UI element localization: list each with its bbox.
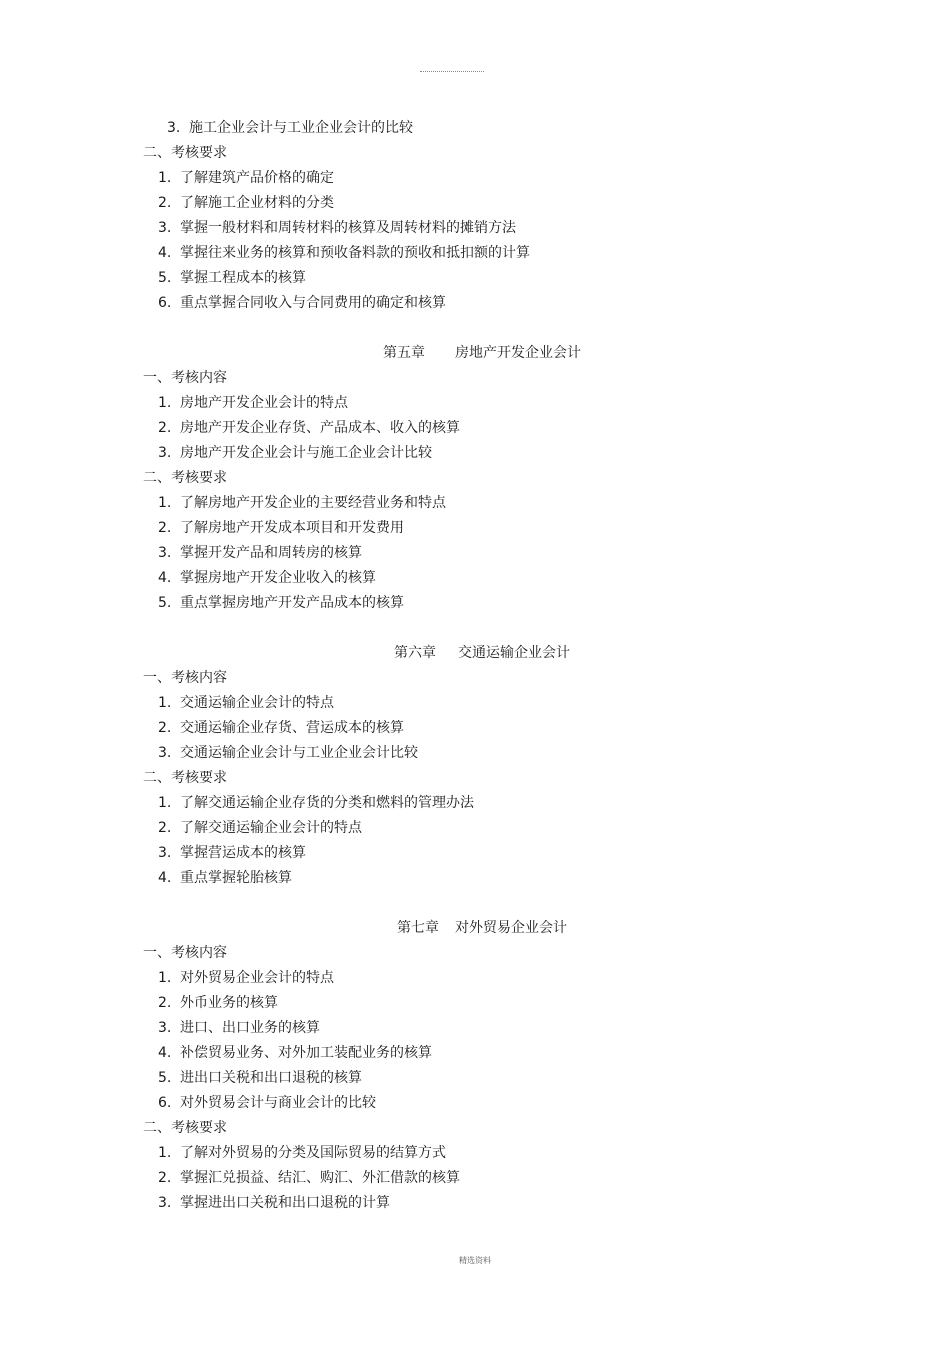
list-item: 2. 了解交通运输企业会计的特点 [158, 820, 362, 836]
section-heading: 二、考核要求 [143, 1120, 227, 1136]
list-item: 3. 掌握一般材料和周转材料的核算及周转材料的摊销方法 [158, 220, 516, 236]
list-item: 2. 了解施工企业材料的分类 [158, 195, 334, 211]
list-item: 1. 房地产开发企业会计的特点 [158, 395, 348, 411]
list-item: 2. 外币业务的核算 [158, 995, 278, 1011]
list-item: 4. 重点掌握轮胎核算 [158, 870, 292, 886]
page-footer: 精选资料 [459, 1256, 491, 1265]
list-item: 3. 掌握营运成本的核算 [158, 845, 306, 861]
list-item: 5. 重点掌握房地产开发产品成本的核算 [158, 595, 404, 611]
list-item: 3. 掌握进出口关税和出口退税的计算 [158, 1195, 390, 1211]
section-heading: 一、考核内容 [143, 670, 227, 686]
list-item: 1. 交通运输企业会计的特点 [158, 695, 334, 711]
list-item: 2. 房地产开发企业存货、产品成本、收入的核算 [158, 420, 460, 436]
list-item: 1. 了解房地产开发企业的主要经营业务和特点 [158, 495, 446, 511]
list-item: 4. 掌握房地产开发企业收入的核算 [158, 570, 376, 586]
list-item: 3. 房地产开发企业会计与施工企业会计比较 [158, 445, 432, 461]
chapter-title: 第六章 交通运输企业会计 [394, 645, 570, 661]
list-item: 4. 掌握往来业务的核算和预收备料款的预收和抵扣额的计算 [158, 245, 530, 261]
list-item: 1. 了解交通运输企业存货的分类和燃料的管理办法 [158, 795, 474, 811]
list-item: 3. 交通运输企业会计与工业企业会计比较 [158, 745, 418, 761]
list-item: 6. 重点掌握合同收入与合同费用的确定和核算 [158, 295, 446, 311]
section-heading: 二、考核要求 [143, 770, 227, 786]
list-item: 3. 施工企业会计与工业企业会计的比较 [167, 120, 413, 136]
list-item: 5. 进出口关税和出口退税的核算 [158, 1070, 362, 1086]
section-heading: 二、考核要求 [143, 470, 227, 486]
list-item: 6. 对外贸易会计与商业会计的比较 [158, 1095, 376, 1111]
list-item: 1. 了解建筑产品价格的确定 [158, 170, 334, 186]
header-rule [420, 71, 484, 72]
section-heading: 一、考核内容 [143, 370, 227, 386]
list-item: 1. 了解对外贸易的分类及国际贸易的结算方式 [158, 1145, 446, 1161]
list-item: 2. 了解房地产开发成本项目和开发费用 [158, 520, 404, 536]
section-heading: 一、考核内容 [143, 945, 227, 961]
list-item: 2. 掌握汇兑损益、结汇、购汇、外汇借款的核算 [158, 1170, 460, 1186]
chapter-title: 第五章 房地产开发企业会计 [383, 345, 581, 361]
document-body [0, 116, 950, 1216]
list-item: 2. 交通运输企业存货、营运成本的核算 [158, 720, 404, 736]
chapter-title: 第七章 对外贸易企业会计 [397, 920, 567, 936]
section-heading: 二、考核要求 [143, 145, 227, 161]
list-item: 4. 补偿贸易业务、对外加工装配业务的核算 [158, 1045, 432, 1061]
list-item: 1. 对外贸易企业会计的特点 [158, 970, 334, 986]
list-item: 3. 掌握开发产品和周转房的核算 [158, 545, 362, 561]
list-item: 5. 掌握工程成本的核算 [158, 270, 306, 286]
list-item: 3. 进口、出口业务的核算 [158, 1020, 320, 1036]
